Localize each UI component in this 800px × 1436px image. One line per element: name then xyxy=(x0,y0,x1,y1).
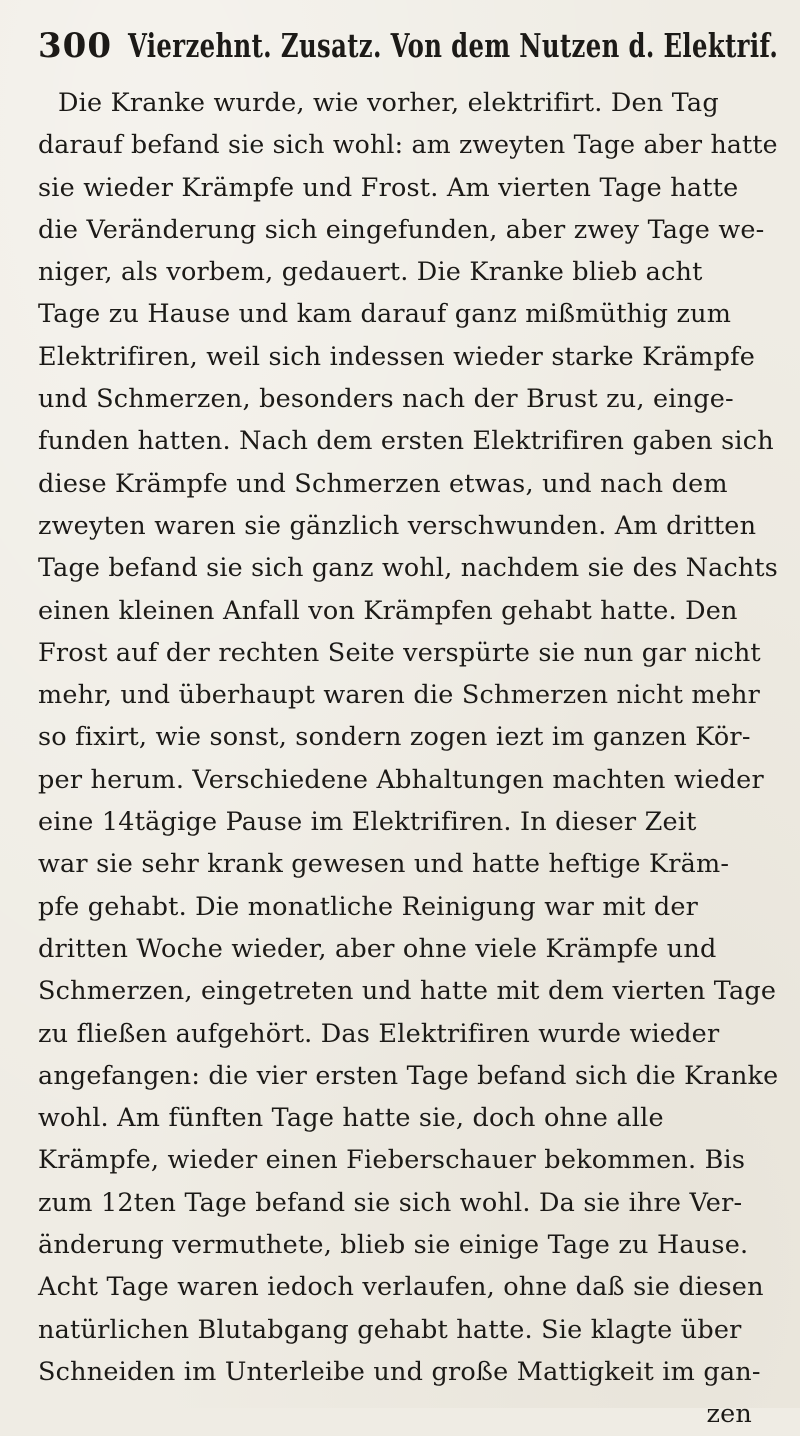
text-line: Tage befand sie sich ganz wohl, nachdem sie des Nachts xyxy=(38,553,779,584)
text-line: diese Krämpfe und Schmerzen etwas, und nach dem xyxy=(38,468,728,499)
text-line: Krämpfe, wieder einen Fieberschauer bekommen. Bis xyxy=(38,1145,746,1176)
text-line: Elektrifiren, weil sich indessen wieder starke Krämpfe xyxy=(38,341,756,372)
text-line: natürlichen Blutabgang gehabt hatte. Sie klagte über xyxy=(38,1314,742,1345)
text-line: pfe gehabt. Die monatliche Reinigung war mit der xyxy=(38,891,699,922)
text-line: die Veränderung sich eingefunden, aber zwey Tage we- xyxy=(38,214,765,245)
page-header xyxy=(38,26,778,76)
text-line: Tage zu Hause und kam darauf ganz mißmüthig zum xyxy=(38,299,732,330)
text-line: Schneiden im Unterleibe und große Mattigkeit im gan- xyxy=(38,1356,761,1387)
text-line: mehr, und überhaupt waren die Schmerzen nicht mehr xyxy=(38,680,761,711)
text-line: Die Kranke wurde, wie vorher, elektrifirt. Den Tag xyxy=(58,88,719,118)
text-line: eine 14tägige Pause im Elektrifiren. In dieser Zeit xyxy=(38,807,697,838)
text-line: angefangen: die vier ersten Tage befand sich die Kranke xyxy=(38,1060,779,1091)
text-line: Schmerzen, eingetreten und hatte mit dem vierten Tage xyxy=(38,976,777,1007)
text-line: so fixirt, wie sonst, sondern zogen iezt im ganzen Kör- xyxy=(38,722,751,753)
text-line: zum 12ten Tage befand sie sich wohl. Da sie ihre Ver- xyxy=(38,1187,743,1218)
text-line: änderung vermuthete, blieb sie einige Tage zu Hause. xyxy=(38,1230,749,1261)
text-line: per herum. Verschiedene Abhaltungen machten wieder xyxy=(38,764,764,795)
text-line: und Schmerzen, besonders nach der Brust zu, einge- xyxy=(38,384,734,415)
running-head: Vierzehnt. Zusatz. Von dem Nutzen d. Elektrif. xyxy=(127,26,779,65)
text-line: zu fließen aufgehört. Das Elektrifiren wurde wieder xyxy=(38,1018,720,1049)
body-text xyxy=(38,82,788,1436)
text-line: Frost auf der rechten Seite verspürte sie nun gar nicht xyxy=(38,637,761,668)
text-line: niger, als vorbem, gedauert. Die Kranke blieb acht xyxy=(38,257,703,288)
page-number: 300 xyxy=(38,26,112,66)
text-line: sie wieder Krämpfe und Frost. Am vierten Tage hatte xyxy=(38,172,739,203)
text-line: zweyten waren sie gänzlich verschwunden. Am dritten xyxy=(38,510,757,541)
text-line: war sie sehr krank gewesen und hatte heftige Kräm- xyxy=(38,849,730,880)
catchword: zen xyxy=(706,1399,752,1430)
text-line: funden hatten. Nach dem ersten Elektrifiren gaben sich xyxy=(38,426,774,457)
text-line: wohl. Am fünften Tage hatte sie, doch ohne alle xyxy=(38,1103,664,1134)
text-line: einen kleinen Anfall von Krämpfen gehabt hatte. Den xyxy=(38,595,738,626)
text-line: dritten Woche wieder, aber ohne viele Krämpfe und xyxy=(38,933,717,964)
text-line: Acht Tage waren iedoch verlaufen, ohne daß sie diesen xyxy=(38,1272,764,1303)
text-line: darauf befand sie sich wohl: am zweyten Tage aber hatte xyxy=(38,130,778,161)
